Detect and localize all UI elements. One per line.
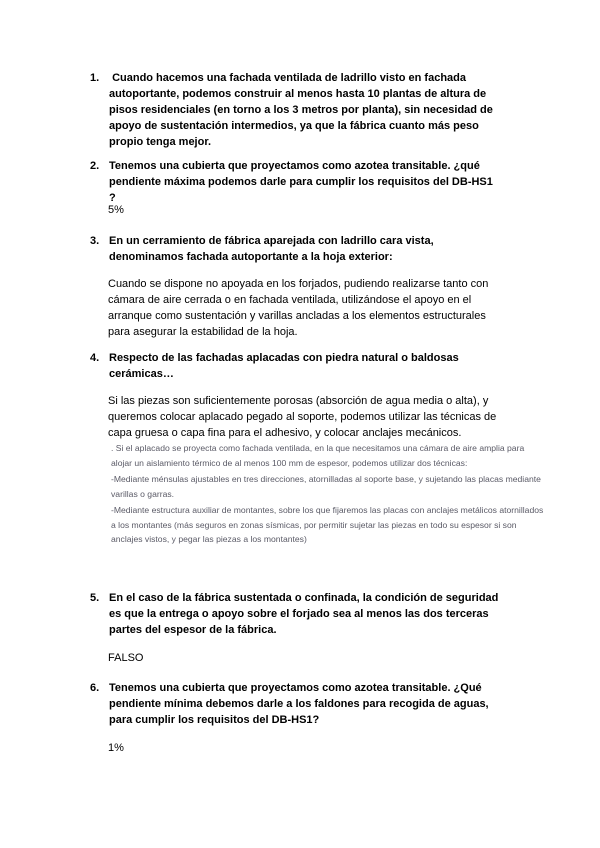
question-text: En el caso de la fábrica sustentada o confinada, la condición de seguridad es que la entrega o apoyo sobre el forjado sea al menos las dos terceras partes del espesor de la fábrica. bbox=[109, 592, 499, 636]
question-text: Respecto de las fachadas aplacadas con piedra natural o baldosas cerámicas… bbox=[109, 352, 459, 380]
pasted-paragraph: -Mediante estructura auxiliar de montantes, sobre los que fijaremos las placas con anclajes metálicos atornillados a los montantes (más seguros en zonas sísmicas, por permitir sujetar las piezas en todo su espesor si son anclajes vistos, y pegar las piezas a los montantes) bbox=[111, 505, 544, 544]
question-number: 6. bbox=[90, 682, 100, 694]
question-number: 2. bbox=[90, 160, 100, 172]
pasted-paragraph: -Mediante ménsulas ajustables en tres direcciones, atornilladas al soporte base, y sujetando las placas mediante varillas o garras. bbox=[111, 474, 541, 499]
answer-2: 5% bbox=[108, 204, 124, 216]
question-5 bbox=[90, 590, 500, 638]
question-text: Tenemos una cubierta que proyectamos como azotea transitable. ¿qué pendiente máxima podemos darle para cumplir los requisitos del DB-HS1 ? bbox=[109, 160, 493, 204]
question-2 bbox=[90, 158, 500, 206]
question-1 bbox=[90, 70, 500, 150]
answer-4: Si las piezas son suficientemente porosas (absorción de agua media o alta), y queremos colocar aplacado pegado al soporte, podemos utilizar las técnicas de capa gruesa o capa fina para el adhesivo, y colocar anclajes mecánicos. bbox=[108, 395, 497, 439]
question-4 bbox=[90, 350, 500, 382]
question-number: 3. bbox=[90, 235, 100, 247]
question-number: 5. bbox=[90, 592, 100, 604]
answer-3: Cuando se dispone no apoyada en los forjados, pudiendo realizarse tanto con cámara de aire cerrada o en fachada ventilada, utilizándose el apoyo en el arranque como sustentación y varillas ancladas a los elementos estructurales para asegurar la estabilidad de la hoja. bbox=[108, 278, 489, 338]
answer-6: 1% bbox=[108, 742, 124, 754]
question-number: 4. bbox=[90, 352, 100, 364]
question-text: Cuando hacemos una fachada ventilada de ladrillo visto en fachada autoportante, podemos construir al menos hasta 10 plantas de altura de pisos residenciales (en torno a los 3 metros por planta), sin necesidad de apoyo de sustentación intermedios, ya que la fábrica cuanto más peso propio tenga mejor. bbox=[109, 72, 496, 148]
question-text: Tenemos una cubierta que proyectamos como azotea transitable. ¿Qué pendiente mínima debemos darle a los faldones para recogida de aguas, para cumplir los requisitos del DB-HS1? bbox=[109, 682, 489, 726]
question-number: 1. bbox=[90, 72, 100, 84]
question-text: En un cerramiento de fábrica aparejada con ladrillo cara vista, denominamos fachada autoportante a la hoja exterior: bbox=[109, 235, 434, 263]
question-6 bbox=[90, 680, 500, 728]
pasted-excerpt bbox=[111, 441, 546, 549]
question-3 bbox=[90, 233, 500, 265]
answer-5: FALSO bbox=[108, 652, 144, 664]
pasted-paragraph: . Si el aplacado se proyecta como fachada ventilada, en la que necesitamos una cámara de aire amplia para alojar un aislamiento térmico de al menos 100 mm de espesor, podemos utilizar dos técnicas: bbox=[111, 443, 525, 468]
